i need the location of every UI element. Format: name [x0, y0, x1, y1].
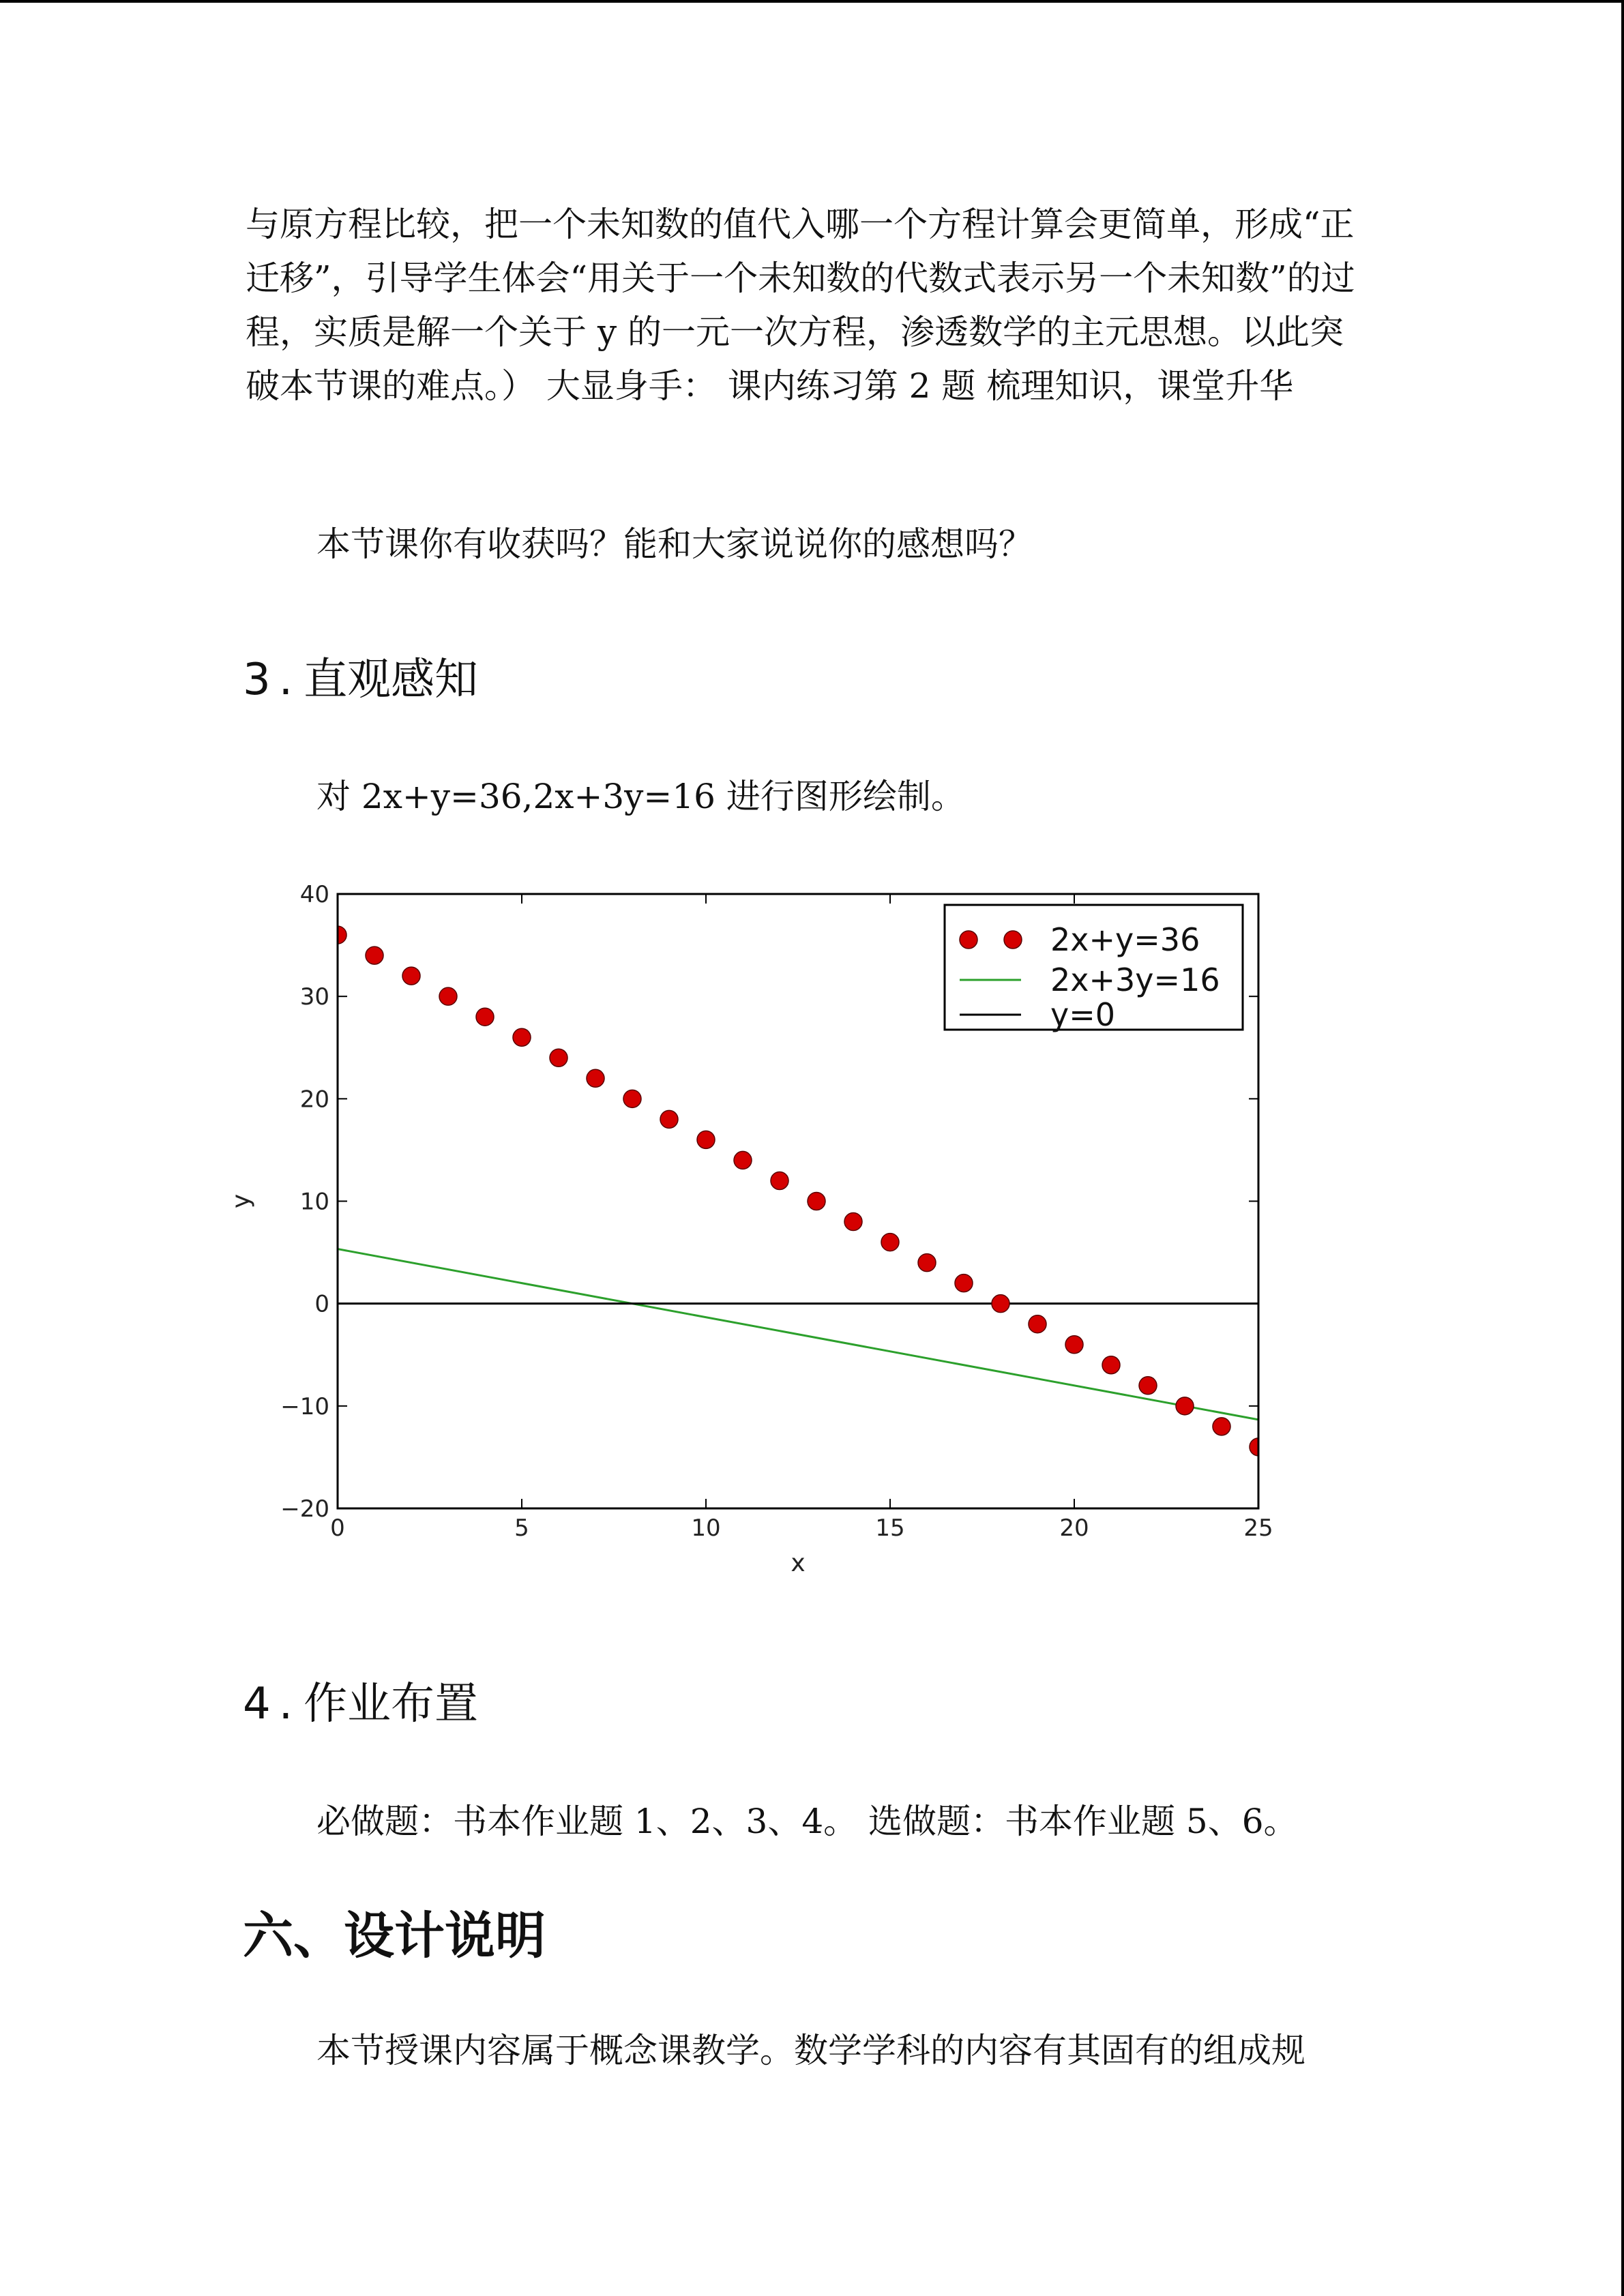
y-tick-label: −20: [280, 1495, 329, 1523]
y-tick-label: 30: [299, 983, 329, 1011]
x-tick-label: 15: [875, 1515, 905, 1542]
x-tick-label: 0: [330, 1515, 345, 1542]
section-4-title: 作业布置: [304, 1679, 479, 1729]
data-point: [918, 1254, 936, 1272]
x-tick-label: 10: [691, 1515, 721, 1542]
page-top-border: [0, 0, 1624, 3]
y-tick-label: 40: [299, 881, 329, 908]
y-axis-label: y: [227, 1193, 255, 1209]
data-point: [476, 1008, 494, 1026]
section-6-text: 本节授课内容属于概念课教学。数学学科的内容有其固有的组成规: [316, 2031, 1305, 2070]
question-text: 本节课你有收获吗？能和大家说说你的感想吗？: [316, 524, 1033, 564]
section-4-heading: [243, 1669, 478, 1731]
section-3-title: 直观感知: [304, 655, 479, 705]
data-point: [1102, 1356, 1120, 1374]
line-chart: [205, 866, 1282, 1596]
data-point: [1065, 1336, 1083, 1354]
data-point: [623, 1090, 641, 1107]
data-point: [1139, 1377, 1157, 1395]
section-4-number: 4: [243, 1679, 271, 1729]
data-point: [771, 1172, 788, 1189]
homework-text: 必做题：书本作业题 1、2、3、4。 选做题：书本作业题 5、6。: [316, 1802, 1298, 1841]
data-point: [660, 1110, 678, 1128]
x-tick-label: 20: [1059, 1515, 1089, 1542]
data-point: [366, 946, 383, 964]
series-line-2x-3y-16: [338, 1249, 1258, 1420]
data-point: [1213, 1418, 1230, 1435]
data-point: [439, 987, 457, 1005]
section-3-heading: [243, 644, 478, 707]
data-point: [734, 1151, 752, 1169]
data-point: [513, 1028, 531, 1046]
data-point: [550, 1049, 567, 1067]
data-point: [587, 1069, 604, 1087]
section-4-separator: .: [278, 1679, 293, 1729]
data-point: [1029, 1315, 1046, 1333]
legend-label: 2x+y=36: [1050, 921, 1200, 958]
section-3-text: 对 2x+y=36,2x+3y=16 进行图形绘制。: [316, 777, 965, 816]
paragraph-top: 与原方程比较，把一个未知数的值代入哪一个方程计算会更简单，形成“正迁移”，引导学生体会“用关于一个未知数的代数式表示另一个未知数”的过程，实质是解一个关于 y 的一元一次方程，渗透数学的主元思想。以此突破本节课的难点。） 大显身手： 课内练习第 2 题 梳理知识，课堂升华: [246, 205, 1355, 406]
section-6-heading: 六、设计说明: [243, 1907, 546, 1965]
y-tick-label: −10: [280, 1392, 329, 1420]
data-point: [697, 1131, 715, 1148]
data-point: [844, 1213, 862, 1231]
data-point: [955, 1274, 973, 1292]
x-axis-label: x: [791, 1549, 806, 1577]
data-point: [808, 1193, 825, 1210]
legend-marker-point: [960, 931, 977, 949]
section-3-number: 3: [243, 655, 271, 705]
legend: [945, 905, 1243, 1033]
y-tick-label: 10: [299, 1188, 329, 1216]
section-3-separator: .: [278, 655, 293, 705]
data-point: [881, 1234, 899, 1251]
data-point: [1176, 1397, 1194, 1415]
data-point: [992, 1295, 1009, 1313]
x-tick-label: 5: [514, 1515, 529, 1542]
legend-label: y=0: [1050, 996, 1116, 1033]
page-right-border: [1621, 0, 1624, 2296]
legend-label: 2x+3y=16: [1050, 961, 1220, 998]
legend-marker-point: [1004, 931, 1022, 949]
y-tick-label: 0: [314, 1290, 329, 1318]
data-point: [402, 967, 420, 985]
y-tick-label: 20: [299, 1086, 329, 1114]
x-tick-label: 25: [1243, 1515, 1273, 1542]
